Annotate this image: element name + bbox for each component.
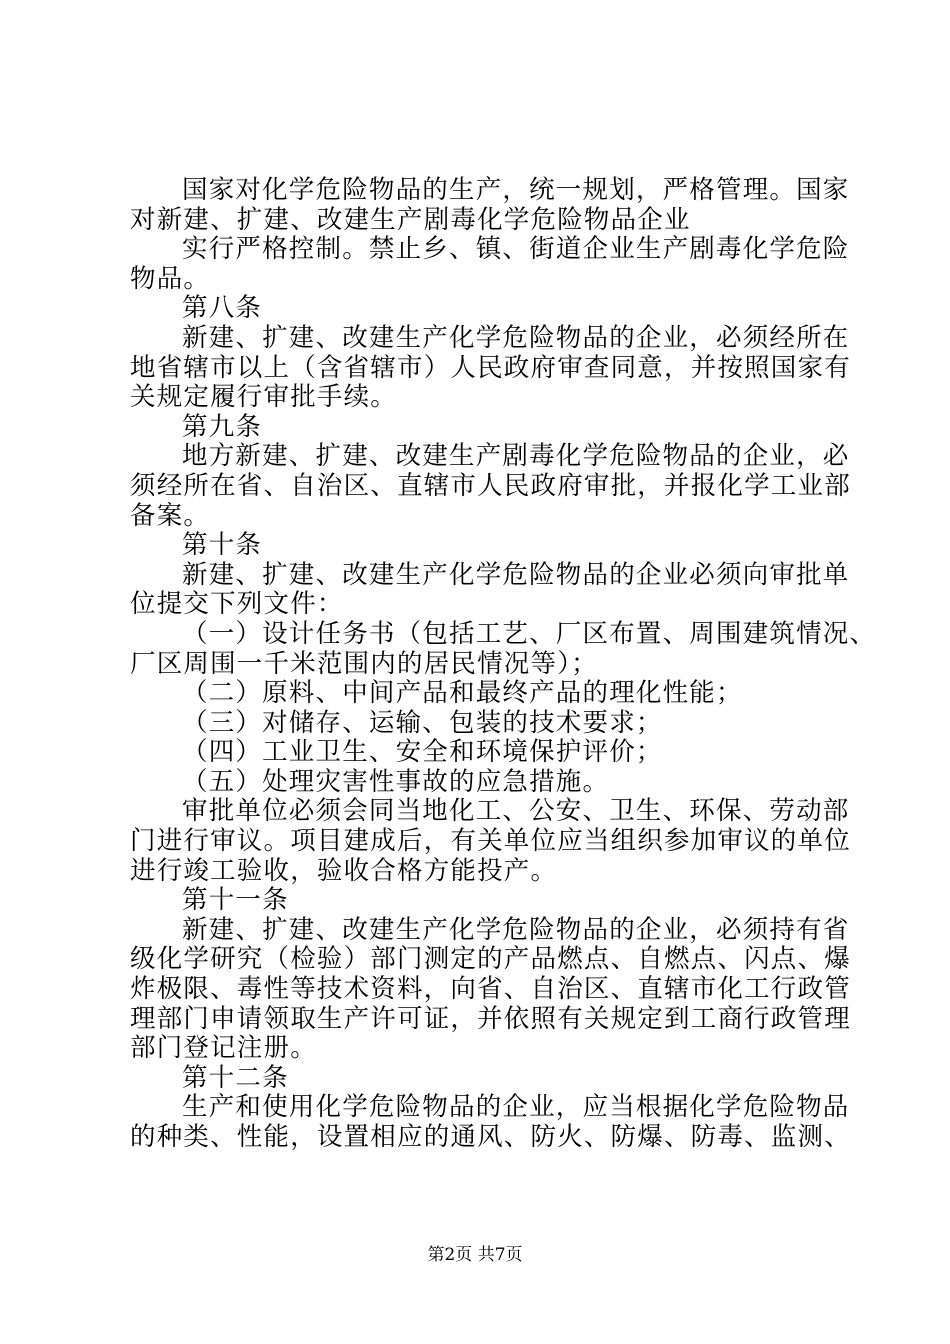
- paragraph-line: 须经所在省、自治区、直辖市人民政府审批，并报化学工业部: [130, 470, 851, 501]
- paragraph-line: 备案。: [130, 500, 211, 531]
- list-item-line: （四）工业卫生、安全和环境保护评价；: [182, 737, 663, 768]
- paragraph-line: 炸极限、毒性等技术资料，向省、自治区、直辖市化工行政管: [130, 974, 851, 1005]
- article-heading: 第十条: [182, 530, 263, 561]
- article-heading: 第八条: [182, 293, 263, 324]
- paragraph-line: 国家对化学危险物品的生产，统一规划，严格管理。国家: [182, 175, 850, 205]
- list-item-line: （二）原料、中间产品和最终产品的理化性能；: [182, 678, 743, 709]
- paragraph-line: 生产和使用化学危险物品的企业，应当根据化学危险物品: [182, 1092, 850, 1123]
- paragraph-line: 部门登记注册。: [130, 1033, 317, 1064]
- paragraph-line: 级化学研究（检验）部门测定的产品燃点、自燃点、闪点、爆: [130, 944, 851, 975]
- document-body: [130, 175, 877, 1153]
- list-item-line: （三）对储存、运输、包装的技术要求；: [182, 707, 663, 738]
- paragraph-line: 新建、扩建、改建生产化学危险物品的企业，必须经所在: [182, 322, 850, 353]
- paragraph-line: 位提交下列文件：: [130, 589, 344, 620]
- paragraph-line: 关规定履行审批手续。: [130, 382, 398, 413]
- paragraph-line: 对新建、扩建、改建生产剧毒化学危险物品企业: [130, 204, 691, 235]
- paragraph-line: 实行严格控制。禁止乡、镇、街道企业生产剧毒化学危险: [182, 234, 850, 265]
- paragraph-line: 新建、扩建、改建生产化学危险物品的企业必须向审批单: [182, 559, 850, 590]
- article-heading: 第十一条: [182, 885, 289, 916]
- page-footer: 第2页 共7页: [427, 1245, 523, 1265]
- article-heading: 第九条: [182, 411, 263, 442]
- paragraph-line: 审批单位必须会同当地化工、公安、卫生、环保、劳动部: [182, 796, 850, 827]
- paragraph-line: 地方新建、扩建、改建生产剧毒化学危险物品的企业，必: [182, 441, 850, 472]
- paragraph-line: 新建、扩建、改建生产化学危险物品的企业，必须持有省: [182, 914, 850, 945]
- paragraph-line: 的种类、性能，设置相应的通风、防火、防爆、防毒、监测、: [130, 1122, 851, 1152]
- list-item-line: （五）处理灾害性事故的应急措施。: [182, 766, 610, 797]
- paragraph-line: 物品。: [130, 263, 211, 294]
- list-item-line: 厂区周围一千米范围内的居民情况等）；: [130, 648, 598, 679]
- paragraph-line: 进行竣工验收，验收合格方能投产。: [130, 855, 558, 886]
- paragraph-line: 地省辖市以上（含省辖市）人民政府审查同意，并按照国家有: [130, 352, 851, 383]
- list-item-line: （一）设计任务书（包括工艺、厂区布置、周围建筑情况、: [182, 618, 877, 649]
- paragraph-line: 门进行审议。项目建成后，有关单位应当组织参加审议的单位: [130, 826, 851, 857]
- article-heading: 第十二条: [182, 1062, 289, 1093]
- paragraph-line: 理部门申请领取生产许可证，并依照有关规定到工商行政管理: [130, 1003, 851, 1034]
